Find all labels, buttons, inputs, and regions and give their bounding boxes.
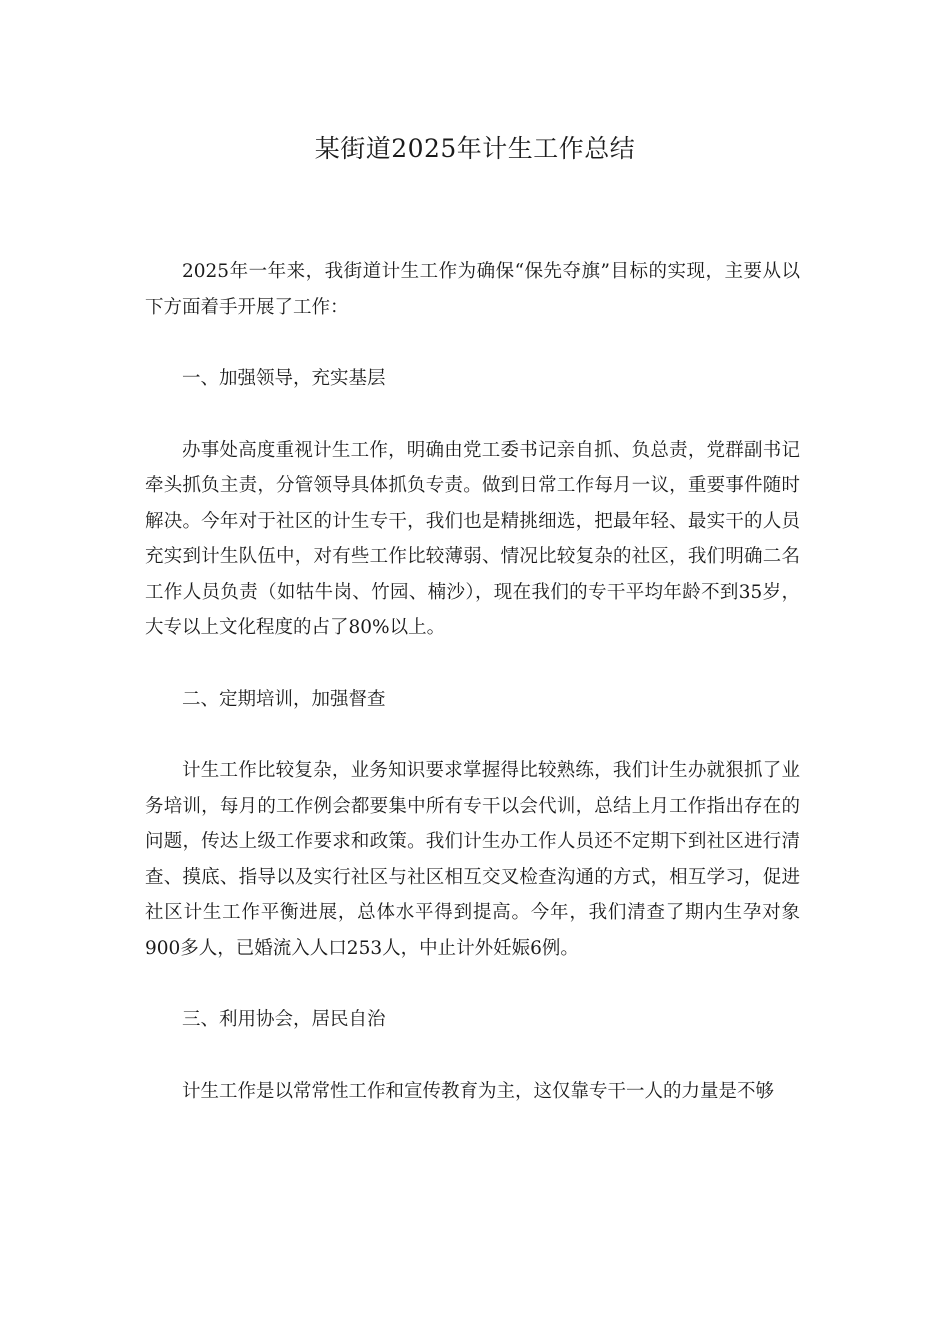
section-heading-2: 二、定期培训，加强督查 xyxy=(182,688,386,710)
section-heading-1: 一、加强领导，充实基层 xyxy=(182,368,386,389)
section-body-2: 计生工作比较复杂，业务知识要求掌握得比较熟练，我们计生办就狠抓了业务培训，每月的工作例会都要集中所有专干以会代训，总结上月工作指出存在的问题，传达上级工作要求和政策。我们计生办工作人员还不定期下到社区进行清查、摸底、指导以及实行社区与社区相互交叉检查沟通的方式，相互学习，促进社区计生工作平衡进展，总体水平得到提高。今年，我们清查了期内生孕对象900多人，已婚流入人口253人，中止计外妊娠6例。 xyxy=(145,760,800,959)
section-body-1: 办事处高度重视计生工作，明确由党工委书记亲自抓、负总责，党群副书记牵头抓负主责，分管领导具体抓负专责。做到日常工作每月一议，重要事件随时解决。今年对于社区的计生专干，我们也是精挑细选，把最年轻、最实干的人员充实到计生队伍中，对有些工作比较薄弱、情况比较复杂的社区，我们明确二名工作人员负责（如牯牛岗、竹园、楠沙），现在我们的专干平均年龄不到35岁，大专以上文化程度的占了80%以上。 xyxy=(145,439,800,638)
document-body xyxy=(145,254,800,1109)
section-heading-3: 三、利用协会，居民自治 xyxy=(182,1009,386,1030)
document-title: 某街道2025年计生工作总结 xyxy=(314,134,636,163)
section-body-3: 计生工作是以常常性工作和宣传教育为主，这仅靠专干一人的力量是不够 xyxy=(182,1080,775,1102)
intro-paragraph: 2025年一年来，我街道计生工作为确保“保先夺旗”目标的实现，主要从以下方面着手开展了工作： xyxy=(145,261,800,318)
